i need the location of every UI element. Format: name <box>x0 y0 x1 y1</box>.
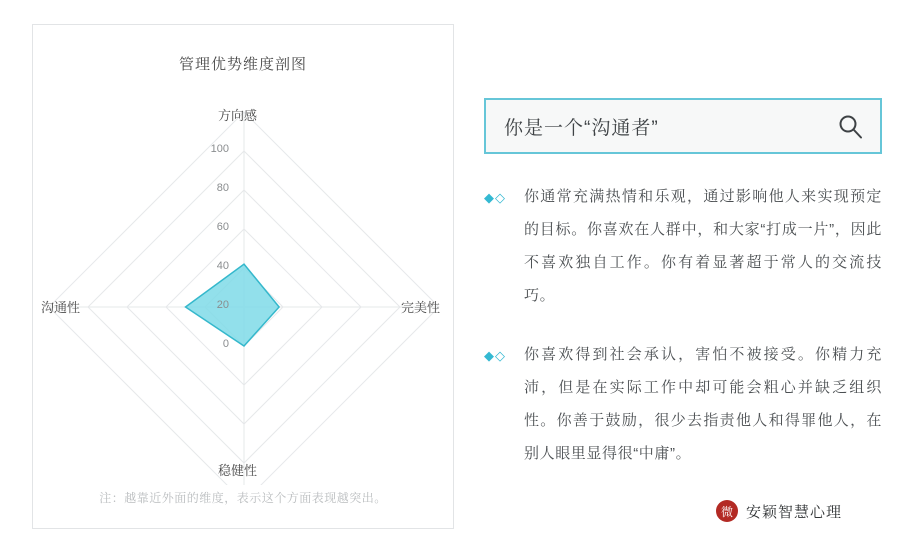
radar-tick-80: 80 <box>216 182 229 194</box>
diamond-bullet-icon: ◆◇ <box>484 190 506 205</box>
radar-tick-100: 100 <box>210 143 229 155</box>
chart-note: 注：越靠近外面的维度，表示这个方面表现越突出。 <box>99 491 387 505</box>
radar-axis-label-perfection: 完美性 <box>401 300 441 315</box>
paragraph-1-text: 你通常充满热情和乐观，通过影响他人来实现预定的目标。你喜欢在人群中，和大家“打成一片”，因此不喜欢独自工作。你有着显著超于常人的交流技巧。 <box>524 188 882 304</box>
radar-chart <box>33 85 455 485</box>
paragraph-2 <box>484 338 882 470</box>
radar-tick-60: 60 <box>216 221 229 233</box>
radar-chart-svg <box>33 85 455 485</box>
radar-tick-40: 40 <box>216 260 229 272</box>
chart-card <box>32 24 454 529</box>
paragraph-1 <box>484 180 882 312</box>
radar-axis-label-direction: 方向感 <box>218 108 258 123</box>
paragraph-2-text: 你喜欢得到社会承认，害怕不被接受。你精力充沛，但是在实际工作中却可能会粗心并缺乏组织性。你善于鼓励，很少去指责他人和得罪他人，在别人眼里显得很“中庸”。 <box>524 346 882 462</box>
result-headline-box[interactable] <box>484 98 882 154</box>
radar-axis-label-communication: 沟通性 <box>41 300 81 315</box>
diamond-bullet-icon: ◆◇ <box>484 348 506 363</box>
search-icon[interactable] <box>836 112 864 140</box>
chart-title: 管理优势维度剖图 <box>178 56 307 73</box>
brand-name: 安颖智慧心理 <box>746 503 843 521</box>
radar-axis-label-steadiness: 稳健性 <box>218 463 258 478</box>
wechat-logo-icon: 微 <box>716 500 738 522</box>
radar-tick-0: 0 <box>222 338 229 350</box>
brand-footer <box>716 500 842 522</box>
radar-tick-20: 20 <box>216 299 229 311</box>
result-headline-text: 你是一个“沟通者” <box>504 117 659 139</box>
result-panel <box>484 98 882 470</box>
